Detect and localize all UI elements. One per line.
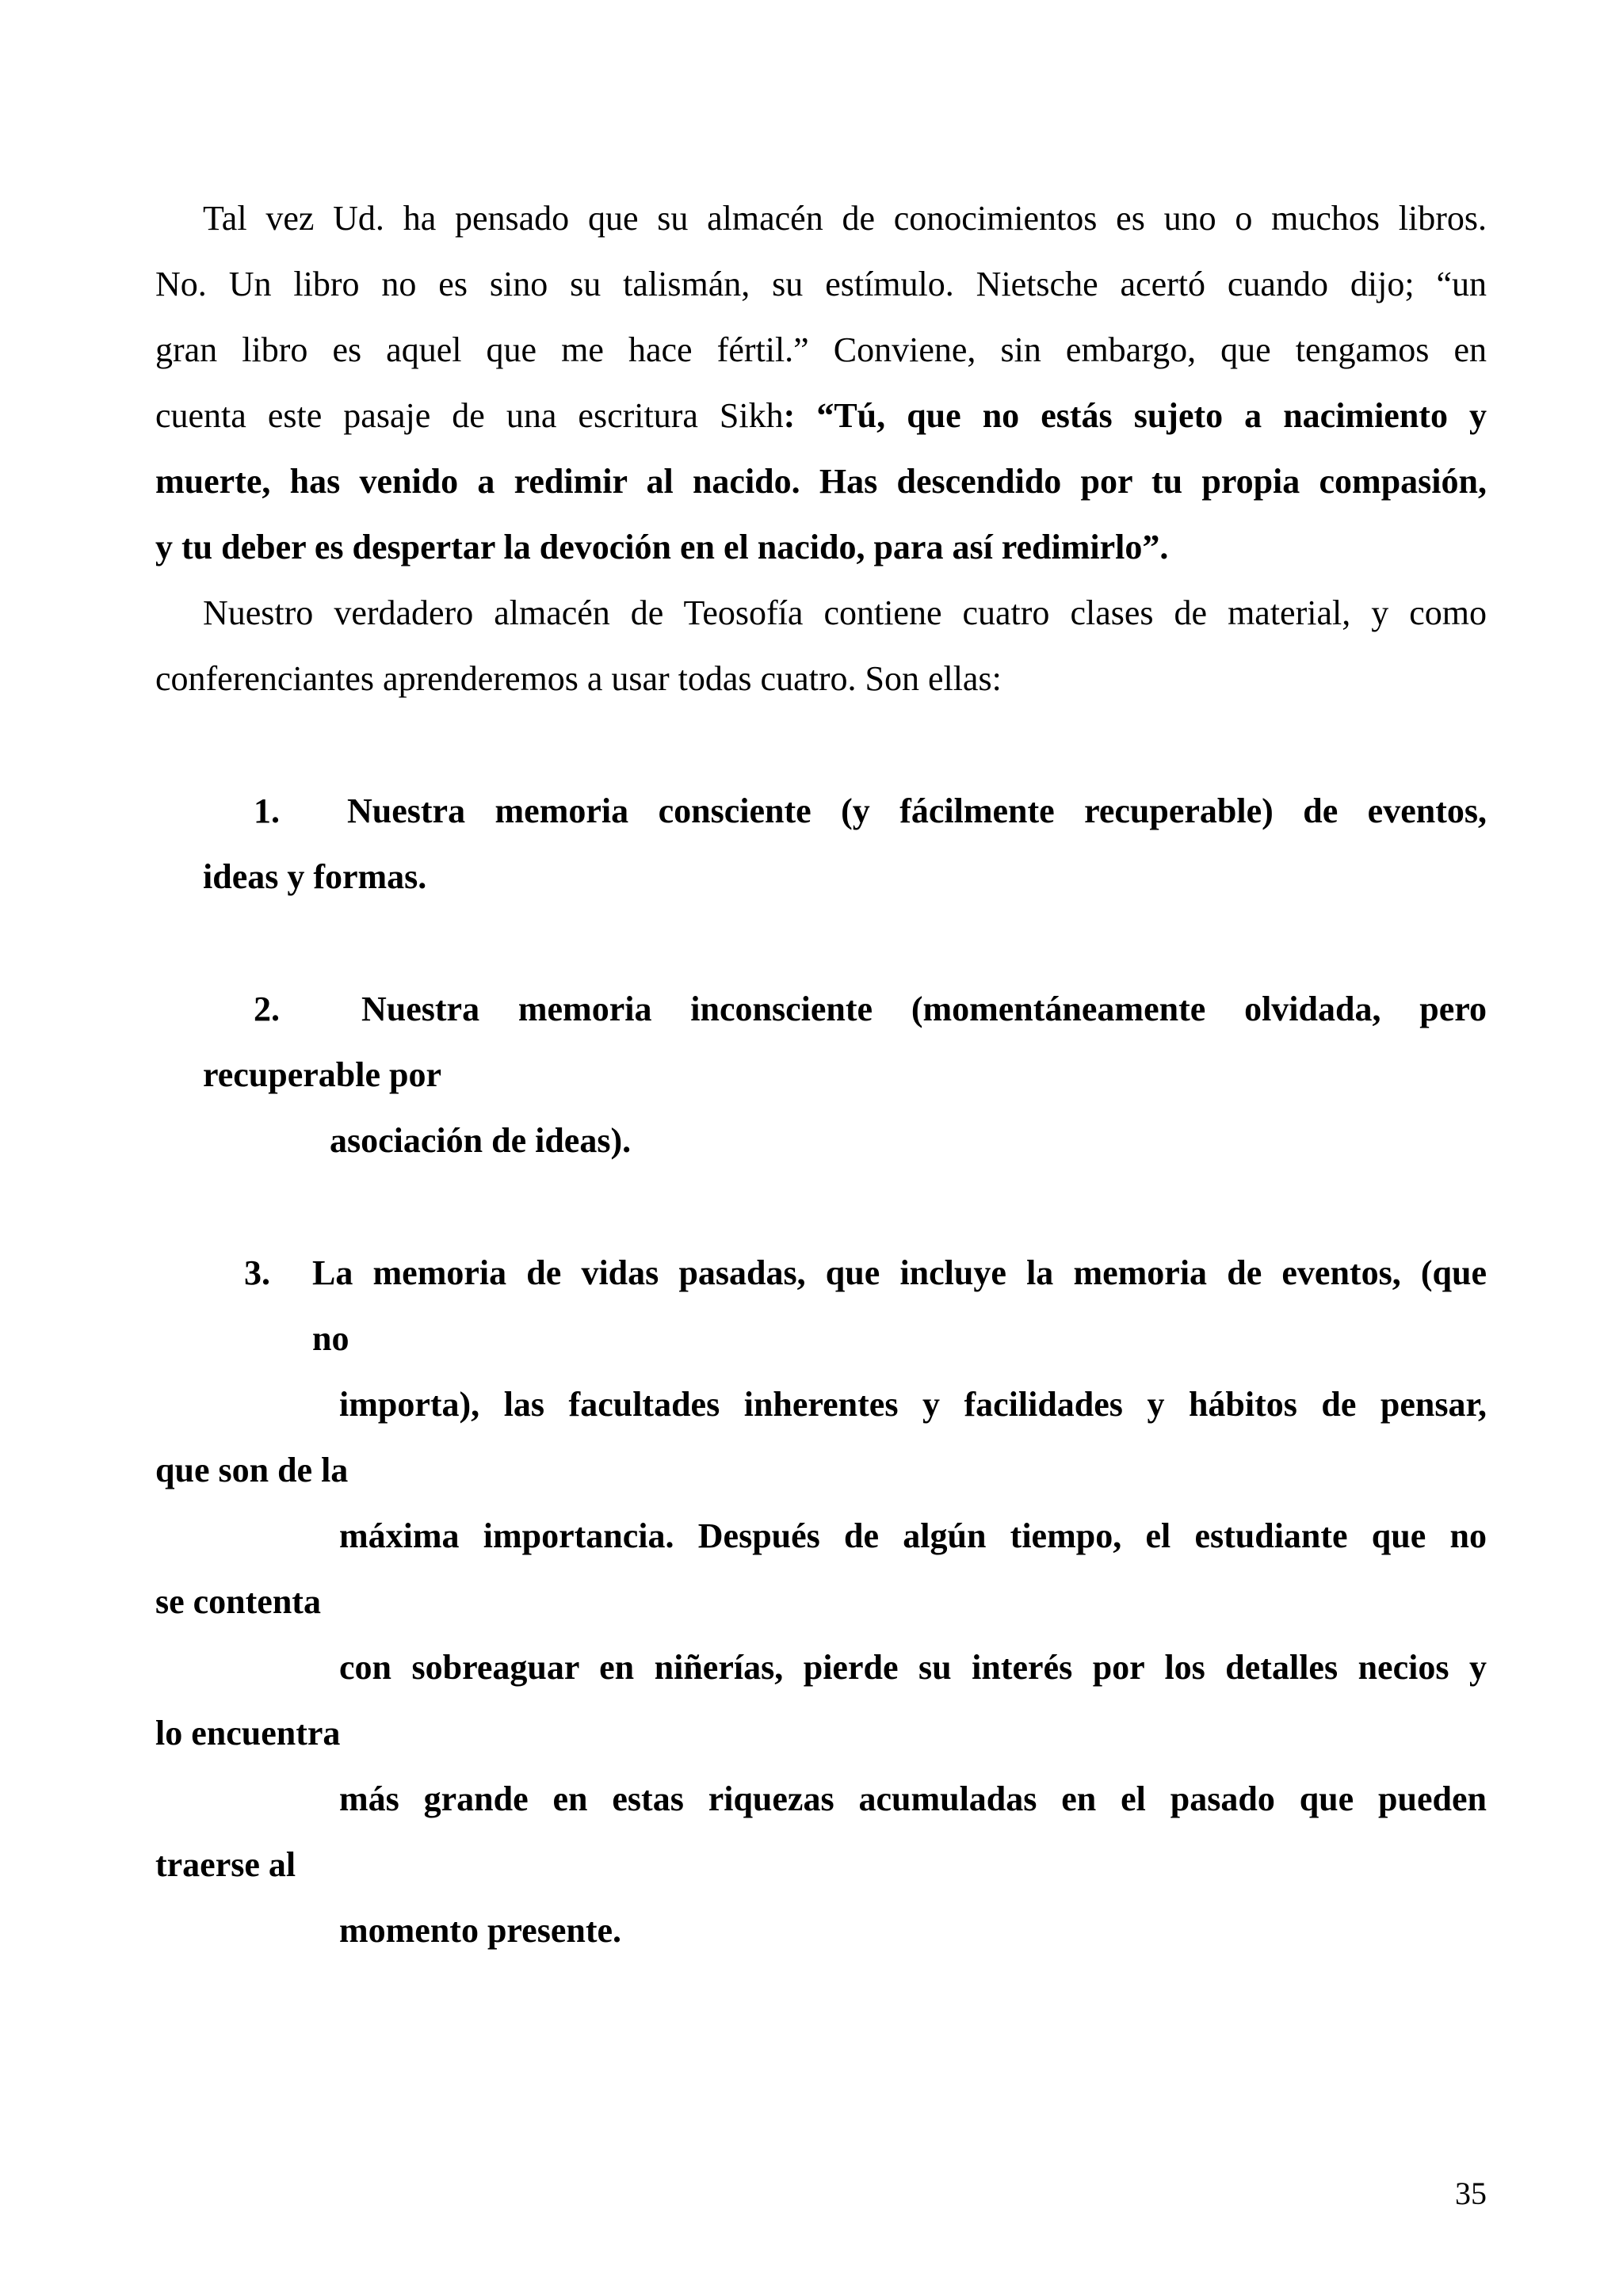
text-line: conferenciantes aprenderemos a usar todas cuatro. Son ellas: — [155, 659, 1002, 698]
item-text-line: La memoria de vidas pasadas, que incluye la memoria de eventos, (que — [312, 1253, 1487, 1292]
item-text-line: importa), las facultades inherentes y facilidades y hábitos de pensar, — [339, 1385, 1487, 1424]
text-segment: cuenta este pasaje de una escritura Sikh — [155, 396, 784, 435]
item-text-line: máxima importancia. Después de algún tiempo, el estudiante que no — [339, 1516, 1487, 1555]
item-text-line: asociación de ideas). — [330, 1121, 632, 1160]
item-number: 2. — [254, 990, 280, 1028]
item-text-line: lo encuentra — [155, 1714, 341, 1753]
item-text-line: traerse al — [155, 1845, 296, 1884]
item-text-line: no — [312, 1319, 349, 1358]
item-number: 3. — [244, 1253, 270, 1292]
item-text-line: con sobreaguar en niñerías, pierde su interés por los detalles necios y — [339, 1648, 1487, 1687]
quote-start: : “Tú, que no estás sujeto a nacimiento y — [783, 396, 1487, 435]
text-line: No. Un libro no es sino su talismán, su estímulo. Nietsche acertó cuando dijo; “un — [155, 265, 1487, 303]
item-number: 1. — [254, 791, 280, 830]
item-text-line: Nuestra memoria inconsciente (momentáneamente olvidada, pero — [361, 990, 1487, 1028]
page-number: 35 — [1455, 2176, 1487, 2211]
quote-line: muerte, has venido a redimir al nacido. Has descendido por tu propia compasión, — [155, 462, 1487, 501]
item-text-line: más grande en estas riquezas acumuladas en el pasado que pueden — [339, 1779, 1487, 1818]
text-line — [155, 395, 1487, 437]
item-text-line: Nuestra memoria consciente (y fácilmente recuperable) de eventos, — [347, 791, 1487, 830]
item-text-line: ideas y formas. — [203, 857, 427, 896]
item-text-line: recuperable por — [203, 1055, 442, 1094]
text-line: Nuestro verdadero almacén de Teosofía contiene cuatro clases de material, y como — [203, 593, 1487, 632]
text-line: Tal vez Ud. ha pensado que su almacén de conocimientos es uno o muchos libros. — [203, 199, 1487, 238]
item-text-line: momento presente. — [339, 1911, 621, 1950]
text-line: gran libro es aquel que me hace fértil.” Conviene, sin embargo, que tengamos en — [155, 330, 1487, 369]
item-text-line: se contenta — [155, 1582, 321, 1621]
quote-line: y tu deber es despertar la devoción en el nacido, para así redimirlo”. — [155, 528, 1169, 566]
item-text-line: que son de la — [155, 1451, 349, 1489]
